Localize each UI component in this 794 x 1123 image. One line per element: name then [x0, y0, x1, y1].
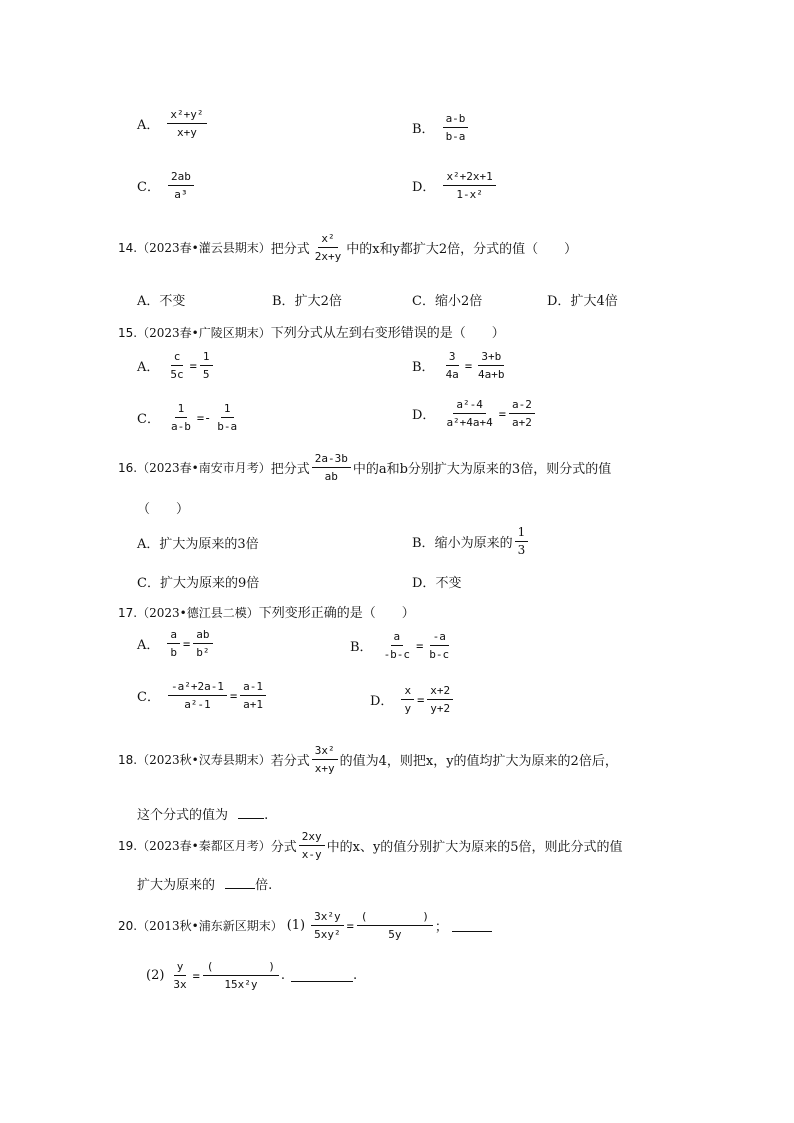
question-text: 把分式	[270, 242, 310, 257]
numerator: ab	[193, 628, 212, 644]
option-label: C．	[137, 690, 160, 705]
denominator: b-c	[429, 648, 450, 661]
q18-stem	[118, 744, 618, 775]
q17-option-b	[350, 630, 454, 661]
question-text: 的值为4，则把x，y的值均扩大为原来的2倍后，	[339, 754, 618, 769]
equals-sign: =	[464, 358, 473, 373]
numerator: 2xy	[299, 830, 325, 846]
q15-option-d	[412, 398, 537, 429]
denominator: 4a	[445, 368, 459, 381]
fraction	[515, 526, 529, 557]
question-text: 这个分式的值为	[137, 808, 229, 823]
denominator: x+y	[314, 762, 335, 775]
denominator: 3x	[173, 978, 187, 991]
denominator: x-y	[301, 848, 322, 861]
option-label: C．	[137, 576, 160, 591]
q17-option-d	[370, 684, 455, 715]
question-source: （2013秋•浦东新区期末）	[137, 919, 283, 933]
part-label: (2)	[146, 968, 165, 983]
denominator: a³	[174, 188, 188, 201]
option-label: A．	[137, 294, 160, 309]
numerator: -a	[430, 630, 449, 646]
denominator: a-b	[170, 420, 191, 433]
q13-option-b	[412, 112, 470, 143]
q17-stem	[118, 602, 415, 621]
equals-sign: =	[416, 638, 424, 653]
denominator: 4a+b	[478, 368, 505, 381]
fraction	[312, 232, 345, 263]
q20-part2	[146, 960, 357, 991]
denominator: 2x+y	[314, 250, 342, 263]
denominator: 15x²y	[224, 978, 258, 991]
fraction	[357, 910, 433, 941]
option-label: B．	[412, 536, 435, 551]
option-label: A．	[137, 638, 160, 653]
q13-option-a	[137, 108, 209, 139]
fraction	[299, 830, 325, 861]
option-label: D．	[547, 294, 571, 309]
question-text: 把分式	[270, 462, 310, 477]
numerator: 3x²	[312, 744, 338, 760]
option-label: C．	[137, 180, 160, 195]
option-text: 不变	[435, 576, 462, 591]
q15-option-c	[137, 402, 242, 433]
fraction	[203, 960, 279, 991]
answer-paren: （ ）	[137, 502, 190, 517]
option-label: B．	[350, 640, 373, 655]
option-label: D．	[370, 694, 394, 709]
denominator: 5y	[388, 928, 402, 941]
option-label: D．	[412, 180, 436, 195]
q16-option-a	[137, 533, 259, 552]
fraction	[443, 170, 495, 201]
question-text: 下列分式从左到右变形错误的是（ ）	[270, 326, 505, 341]
fraction	[443, 350, 462, 381]
numerator: x²	[318, 232, 337, 248]
numerator: a-b	[443, 112, 469, 128]
denominator: ab	[324, 470, 338, 483]
answer-blank[interactable]	[238, 806, 264, 819]
denominator: 5c	[170, 368, 184, 381]
denominator: b-a	[445, 130, 466, 143]
numerator: x²+y²	[167, 108, 206, 124]
option-label: C．	[137, 412, 160, 427]
fraction	[443, 112, 469, 143]
question-number: 14.	[118, 240, 138, 255]
option-label: D．	[412, 408, 436, 423]
fraction	[167, 108, 206, 139]
fraction	[426, 630, 452, 661]
denominator: a+1	[243, 698, 264, 711]
numerator: 1	[200, 350, 213, 366]
denominator: a+2	[512, 416, 532, 429]
denominator: y	[404, 702, 412, 715]
numerator: 1	[221, 402, 234, 418]
option-label: A．	[137, 118, 160, 133]
option-text: 扩大4倍	[570, 294, 618, 309]
denominator: 1-x²	[456, 188, 483, 201]
question-source: （2023春•灌云县期末）	[137, 241, 271, 255]
numerator: 1	[175, 402, 188, 418]
q16-option-b	[412, 526, 530, 557]
q17-option-c	[137, 680, 268, 711]
denominator: b-a	[217, 420, 238, 433]
q17-option-a	[137, 628, 215, 659]
question-source: （2023春•秦都区月考）	[137, 839, 271, 853]
denominator: 5xy²	[314, 928, 341, 941]
numerator: y	[174, 960, 187, 976]
numerator: 3+b	[478, 350, 504, 366]
option-text: 不变	[159, 294, 186, 309]
numerator: a	[167, 628, 180, 644]
question-number: 15.	[118, 326, 138, 340]
denominator: x+y	[177, 126, 197, 139]
question-number: 17.	[118, 606, 138, 620]
q14-option-c	[412, 290, 482, 309]
answer-blank[interactable]	[452, 919, 492, 932]
q15-option-a	[137, 350, 215, 381]
numerator-blank[interactable]: ( )	[357, 910, 433, 926]
question-text: 扩大为原来的	[137, 878, 216, 893]
q14-stem	[118, 232, 577, 263]
denominator: b	[170, 646, 178, 659]
denominator: 3	[517, 543, 526, 557]
numerator-blank[interactable]: ( )	[203, 960, 279, 976]
fraction	[312, 452, 351, 483]
fraction	[168, 170, 194, 201]
q19-stem	[118, 830, 623, 861]
denominator: a²+4a+4	[446, 416, 493, 429]
numerator: a-2	[509, 398, 535, 414]
denominator: 5	[202, 368, 210, 381]
option-label: B．	[412, 360, 435, 375]
fraction	[193, 628, 212, 659]
fraction	[167, 350, 186, 381]
fraction	[200, 350, 213, 381]
option-label: A．	[137, 537, 160, 552]
equals-sign: =	[498, 406, 507, 421]
fraction	[311, 910, 344, 941]
numerator: 1	[515, 526, 529, 542]
option-text: 扩大为原来的3倍	[159, 537, 259, 552]
question-source: （2023春•南安市月考）	[137, 461, 271, 475]
fraction	[240, 680, 266, 711]
equals-sign: =	[417, 692, 425, 707]
numerator: a	[391, 630, 404, 646]
option-label: B．	[412, 122, 435, 137]
question-text: .	[264, 808, 269, 823]
question-text: 若分式	[270, 754, 310, 769]
option-label: C．	[412, 294, 435, 309]
fraction	[214, 402, 240, 433]
separator: .	[353, 968, 358, 983]
fraction	[475, 350, 508, 381]
q18-line2	[137, 804, 268, 823]
answer-blank[interactable]	[291, 969, 353, 982]
question-source: （2023•德江县二模）	[137, 606, 259, 620]
numerator: x	[401, 684, 414, 700]
question-text: 下列变形正确的是（ ）	[258, 606, 415, 621]
denominator: a²-1	[184, 698, 211, 711]
fraction	[401, 684, 414, 715]
q16-stem	[118, 452, 611, 483]
answer-blank[interactable]	[225, 876, 255, 889]
q14-option-a	[137, 290, 185, 309]
fraction	[443, 398, 495, 429]
question-text: 中的x、y的值分别扩大为原来的5倍，则此分式的值	[326, 840, 623, 855]
q16-option-c	[137, 572, 259, 591]
fraction	[168, 402, 194, 433]
question-number: 18.	[118, 752, 138, 767]
q14-option-d	[547, 290, 618, 309]
q15-stem	[118, 322, 505, 341]
fraction	[168, 680, 227, 711]
question-text: 中的x和y都扩大2倍，分式的值（ ）	[346, 242, 578, 257]
q14-option-b	[272, 290, 342, 309]
fraction	[381, 630, 414, 661]
numerator: x²+2x+1	[443, 170, 495, 186]
option-label: D．	[412, 576, 436, 591]
question-text: 中的a和b分别扩大为原来的3倍，则分式的值	[352, 462, 612, 477]
q20-part1	[118, 910, 492, 941]
numerator: 3x²y	[311, 910, 344, 926]
numerator: 2ab	[168, 170, 194, 186]
separator: .	[280, 968, 286, 983]
denominator: -b-c	[383, 648, 411, 661]
q13-option-c	[137, 170, 196, 201]
fraction	[170, 960, 189, 991]
question-source: （2023春•广陵区期末）	[137, 326, 271, 340]
equals-sign: =	[189, 358, 197, 373]
option-text: 扩大2倍	[294, 294, 342, 309]
option-text: 缩小为原来的	[434, 536, 513, 551]
numerator: a-1	[240, 680, 266, 696]
numerator: 2a-3b	[312, 452, 351, 468]
equals-sign: =-	[196, 410, 212, 425]
equals-sign: =	[346, 918, 354, 933]
fraction	[312, 744, 338, 775]
option-text: 缩小2倍	[434, 294, 483, 309]
option-text: 扩大为原来的9倍	[159, 576, 260, 591]
separator: ；	[434, 920, 448, 935]
numerator: a²-4	[453, 398, 486, 414]
q15-option-b	[412, 350, 510, 381]
numerator: 3	[446, 350, 459, 366]
question-source: （2023秋•汉寿县期末）	[137, 753, 271, 767]
part-label: (1)	[286, 918, 306, 933]
denominator: y+2	[430, 702, 451, 715]
q16-option-d	[412, 572, 461, 591]
question-text: 分式	[270, 840, 297, 855]
q19-line2	[137, 874, 272, 893]
denominator: b²	[196, 646, 210, 659]
numerator: -a²+2a-1	[168, 680, 227, 696]
numerator: c	[171, 350, 184, 366]
equals-sign: =	[229, 688, 238, 703]
option-label: A．	[137, 360, 160, 375]
question-number: 16.	[118, 460, 138, 475]
question-number: 20.	[118, 918, 138, 933]
question-number: 19.	[118, 838, 138, 853]
fraction	[427, 684, 453, 715]
fraction	[167, 628, 180, 659]
equals-sign: =	[192, 968, 200, 983]
equals-sign: =	[183, 636, 191, 651]
question-text: 倍.	[255, 878, 273, 893]
fraction	[509, 398, 535, 429]
numerator: x+2	[427, 684, 453, 700]
q13-option-d	[412, 170, 498, 201]
option-label: B．	[272, 294, 295, 309]
